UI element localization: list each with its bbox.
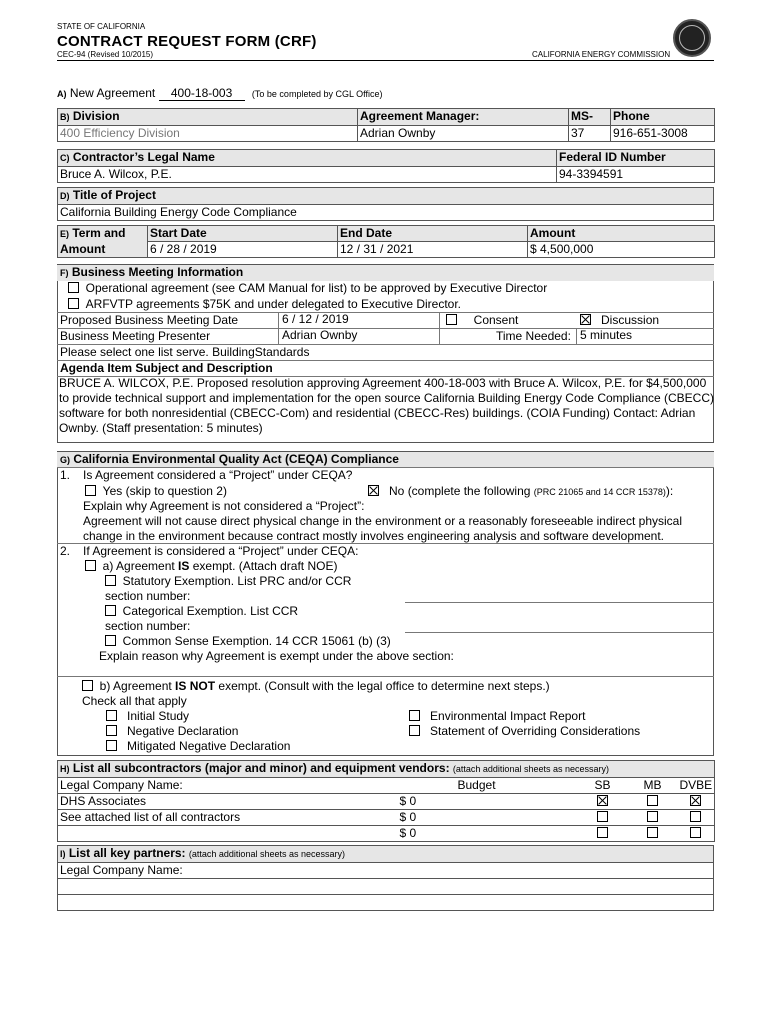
section-e-table [57, 225, 715, 258]
q2b-pre: b) Agreement [99, 679, 176, 693]
division-select[interactable]: 400 Efficiency Division [58, 126, 358, 142]
project-title-field[interactable]: California Building Energy Code Compliance [58, 205, 714, 221]
cgl-note: (To be completed by CGL Office) [251, 89, 383, 99]
q1-no-label: No (complete the following [389, 484, 531, 498]
operational-checkbox[interactable] [68, 282, 79, 293]
term-label: Term and [72, 226, 126, 240]
negative-declaration-checkbox[interactable] [106, 725, 117, 736]
state-seal-icon [673, 19, 711, 57]
header-divider [57, 60, 714, 61]
manager-field[interactable]: Adrian Ownby [358, 126, 569, 142]
ms-field[interactable]: 37 [569, 126, 611, 142]
listserve-select[interactable]: Please select one list serve. BuildingStandards [60, 345, 310, 359]
phone-field[interactable]: 916-651-3008 [611, 126, 715, 142]
section-f-header [57, 265, 714, 281]
section-g-letter: G) [60, 455, 70, 465]
subcontractor-budget-field[interactable]: $ 0 [398, 826, 578, 842]
explain-exempt-label: Explain reason why Agreement is exempt under the above section: [99, 649, 454, 663]
col-company-name: Legal Company Name: [58, 778, 398, 794]
consent-label: Consent [473, 313, 519, 327]
section-i-table [57, 845, 714, 911]
q2-text: If Agreement is considered a “Project” under CEQA: [83, 544, 359, 558]
negative-declaration-option[interactable] [106, 724, 238, 739]
mitigated-checkbox[interactable] [106, 740, 117, 751]
section-c-letter: C) [60, 153, 70, 163]
dvbe-checkbox[interactable] [690, 827, 701, 838]
sb-checkbox[interactable] [597, 811, 608, 822]
form-number: CEC-94 (Revised 10/2015) [57, 50, 154, 59]
eir-label: Environmental Impact Report [430, 709, 586, 723]
end-date-label: End Date [338, 226, 528, 242]
contractor-field[interactable]: Bruce A. Wilcox, P.E. [58, 167, 557, 183]
q1-no-option[interactable] [368, 484, 673, 500]
common-sense-checkbox[interactable] [105, 635, 116, 646]
statutory-section-field[interactable] [405, 602, 714, 603]
categorical-option[interactable] [105, 604, 298, 619]
q2b-checkbox[interactable] [82, 680, 93, 691]
q2b-bold: IS NOT [175, 679, 216, 693]
time-needed-field[interactable]: 5 minutes [576, 328, 714, 344]
federal-id-label: Federal ID Number [557, 150, 715, 167]
subcontractor-name-field[interactable] [58, 826, 398, 842]
discussion-label: Discussion [601, 313, 660, 327]
project-title-label: Title of Project [72, 188, 156, 202]
subcontractors-note: (attach additional sheets as necessary) [452, 764, 609, 774]
arfvtp-option[interactable] [68, 297, 725, 312]
overriding-option[interactable] [409, 724, 640, 739]
ms-label: MS- [569, 109, 611, 126]
section-h-table [57, 760, 715, 842]
subcontractor-budget-field[interactable]: $ 0 [398, 810, 578, 826]
q1-no-note: (PRC 21065 and 14 CCR 15378) [533, 487, 666, 497]
common-sense-option[interactable] [105, 634, 391, 649]
section-g-header [57, 452, 714, 468]
meeting-date-label: Proposed Business Meeting Date [60, 313, 239, 327]
initial-study-label: Initial Study [127, 709, 190, 723]
q2b-post: exempt. (Consult with the legal office to determine next steps.) [215, 679, 550, 693]
col-dvbe: DVBE [678, 778, 715, 794]
q1-no-checkbox[interactable] [368, 485, 379, 496]
statutory-option[interactable] [105, 574, 351, 589]
section-d-letter: D) [60, 191, 70, 201]
section-c-table [57, 149, 715, 183]
amount-row-label: Amount [60, 242, 106, 256]
partner-name-field[interactable] [58, 879, 714, 895]
agreement-number-field[interactable]: 400-18-003 [159, 86, 245, 101]
categorical-label: Categorical Exemption. List CCR [122, 604, 299, 618]
divider [57, 676, 714, 677]
col-sb: SB [578, 778, 628, 794]
section-f-letter: F) [60, 268, 69, 278]
subcontractors-label: List all subcontractors (major and minor) and equipment vendors: [72, 761, 450, 775]
q2b-option[interactable] [82, 679, 550, 694]
initial-study-option[interactable] [106, 709, 189, 724]
form-title: CONTRACT REQUEST FORM (CRF) [57, 33, 317, 50]
federal-id-field[interactable]: 94-3394591 [557, 167, 715, 183]
state-label: STATE OF CALIFORNIA [57, 22, 146, 31]
mitigated-option[interactable] [106, 739, 290, 754]
amount-field[interactable]: $ 4,500,000 [528, 242, 715, 258]
section-d-table [57, 187, 714, 221]
section-b-letter: B) [60, 112, 70, 122]
overriding-checkbox[interactable] [409, 725, 420, 736]
negative-declaration-label: Negative Declaration [127, 724, 239, 738]
discussion-checkbox[interactable] [580, 314, 591, 325]
presenter-field[interactable]: Adrian Ownby [278, 328, 440, 344]
check-all-label: Check all that apply [82, 694, 187, 708]
ceqa-label: California Environmental Quality Act (CEQA) Compliance [73, 452, 399, 466]
statutory-section-label: section number: [105, 589, 191, 603]
q1-yes-checkbox[interactable] [85, 485, 96, 496]
consent-option[interactable] [446, 313, 518, 328]
key-partners-note: (attach additional sheets as necessary) [188, 849, 345, 859]
dvbe-checkbox[interactable] [690, 811, 701, 822]
discussion-option[interactable] [580, 313, 659, 328]
q2a-post: exempt. (Attach draft NOE) [189, 559, 338, 573]
q1-yes-option[interactable] [85, 484, 227, 499]
col-budget: Budget [398, 778, 578, 794]
categorical-section-label: section number: [105, 619, 191, 633]
amount-label: Amount [528, 226, 715, 242]
dvbe-checkbox[interactable] [690, 795, 701, 806]
sb-checkbox[interactable] [597, 795, 608, 806]
section-a-letter: A) [57, 89, 67, 99]
arfvtp-label: ARFVTP agreements $75K and under delegated to Executive Director. [85, 297, 461, 311]
mb-checkbox[interactable] [647, 827, 658, 838]
start-date-field[interactable]: 6 / 28 / 2019 [148, 242, 338, 258]
partners-col-company-name: Legal Company Name: [58, 863, 714, 879]
eir-checkbox[interactable] [409, 710, 420, 721]
operational-option[interactable] [68, 281, 725, 296]
business-meeting-label: Business Meeting Information [71, 265, 244, 279]
mitigated-label: Mitigated Negative Declaration [127, 739, 291, 753]
subcontractor-name-field[interactable]: DHS Associates [58, 794, 398, 810]
q2a-bold: IS [178, 559, 190, 573]
q2a-checkbox[interactable] [85, 560, 96, 571]
q2a-option[interactable] [85, 559, 337, 574]
subcontractor-name-field[interactable]: See attached list of all contractors [58, 810, 398, 826]
overriding-label: Statement of Overriding Considerations [430, 724, 641, 738]
q1-text: Is Agreement considered a “Project” under CEQA? [83, 468, 353, 482]
operational-label: Operational agreement (see CAM Manual for list) to be approved by Executive Director [85, 281, 548, 295]
statutory-checkbox[interactable] [105, 575, 116, 586]
agenda-label: Agenda Item Subject and Description [60, 361, 273, 375]
eir-option[interactable] [409, 709, 585, 724]
section-b-table [57, 108, 715, 142]
division-label: Division [72, 109, 120, 123]
manager-label: Agreement Manager: [358, 109, 569, 126]
agenda-description-field[interactable]: BRUCE A. WILCOX, P.E. Proposed resolution approving Agreement 400-18-003 with Bruce A. Wilcox, P.E. for $4,500,000 to provide technical support and implementation for the open source California Building Energy Code Compliance (CBECC) software for both nonresidential (CBECC-Com) and residential (CBECC-Res) buildings. (COIA Funding) Contact: Adrian Ownby. (Staff presentation: 5 minutes) [59, 376, 715, 435]
new-agreement-label: New Agreement [69, 86, 156, 100]
q1-no-end: ): [665, 484, 674, 498]
key-partners-label: List all key partners: [68, 846, 186, 860]
section-h-letter: H) [60, 764, 70, 774]
phone-label: Phone [611, 109, 715, 126]
end-date-field[interactable]: 12 / 31 / 2021 [338, 242, 528, 258]
q1-explain-line1[interactable]: Agreement will not cause direct physical change in the environment or a reasonably foreseeable indirect physical [83, 514, 682, 528]
mb-checkbox[interactable] [647, 811, 658, 822]
start-date-label: Start Date [148, 226, 338, 242]
table-row [58, 826, 715, 842]
agency-name: CALIFORNIA ENERGY COMMISSION [532, 50, 671, 59]
q2a-pre: a) Agreement [102, 559, 179, 573]
section-e-letter: E) [60, 229, 69, 239]
time-needed-label: Time Needed: [496, 329, 571, 343]
table-row [58, 794, 715, 810]
statutory-label: Statutory Exemption. List PRC and/or CCR [122, 574, 352, 588]
q2-number: 2. [60, 544, 71, 558]
table-row [58, 810, 715, 826]
section-a [57, 86, 382, 101]
section-i-letter: I) [60, 849, 66, 859]
meeting-date-field[interactable]: 6 / 12 / 2019 [278, 312, 440, 328]
partner-name-field[interactable] [58, 895, 714, 911]
col-mb: MB [628, 778, 678, 794]
mb-checkbox[interactable] [647, 795, 658, 806]
consent-checkbox[interactable] [446, 314, 457, 325]
initial-study-checkbox[interactable] [106, 710, 117, 721]
q1-yes-label: Yes (skip to question 2) [102, 484, 227, 498]
arfvtp-checkbox[interactable] [68, 298, 79, 309]
common-sense-label: Common Sense Exemption. 14 CCR 15061 (b) (3) [122, 634, 391, 648]
q1-explain-label: Explain why Agreement is not considered a “Project”: [83, 499, 365, 513]
subcontractor-budget-field[interactable]: $ 0 [398, 794, 578, 810]
sb-checkbox[interactable] [597, 827, 608, 838]
contractor-label: Contractor’s Legal Name [72, 150, 215, 164]
q1-explain-line2[interactable]: change in the environment because contract mostly involves engineering analysis and software development. [83, 529, 665, 543]
categorical-checkbox[interactable] [105, 605, 116, 616]
q1-number: 1. [60, 468, 71, 482]
categorical-section-field[interactable] [405, 632, 714, 633]
presenter-label: Business Meeting Presenter [60, 329, 211, 343]
